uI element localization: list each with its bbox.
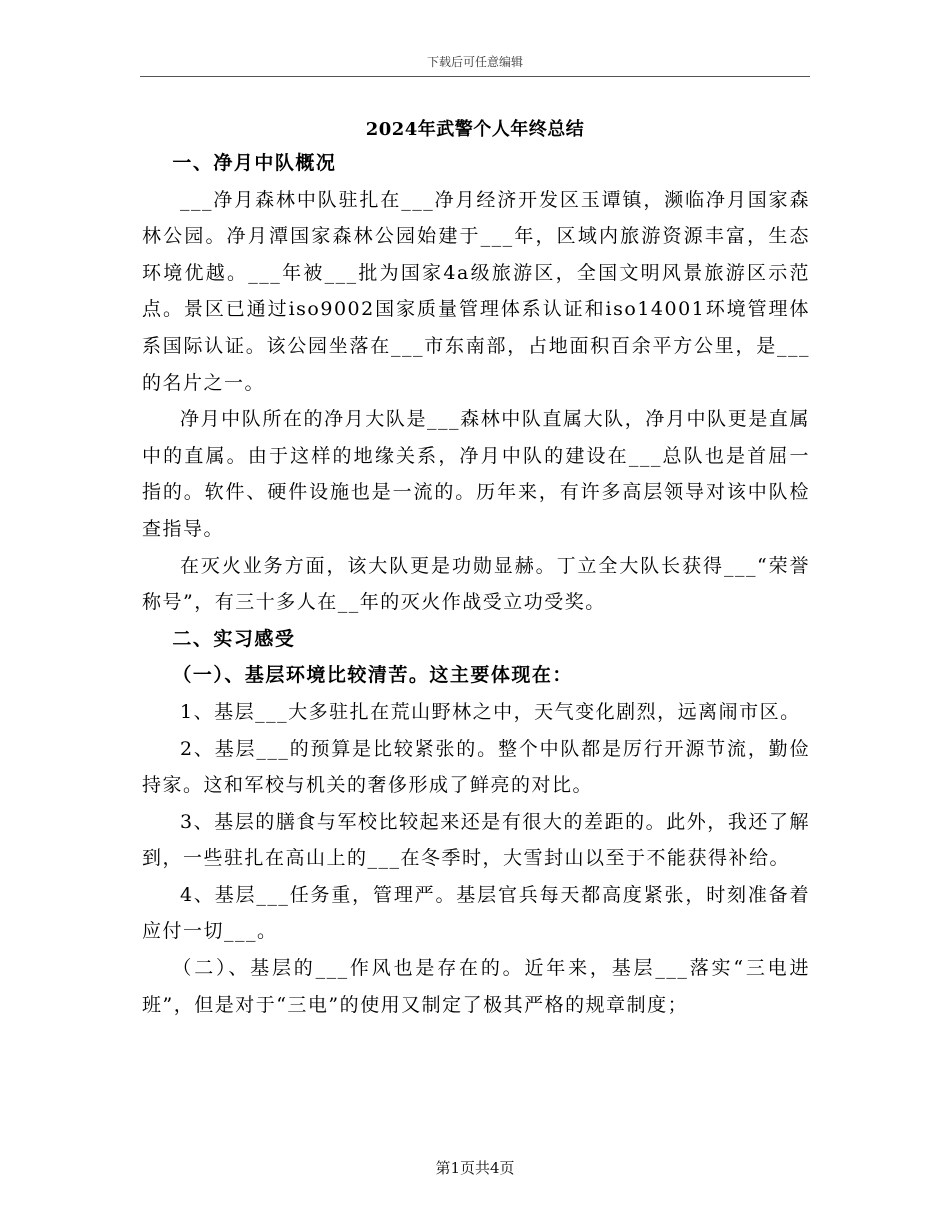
- page-number: 第1页共4页: [435, 1159, 515, 1177]
- paragraph: ___净月森林中队驻扎在___净月经济开发区玉谭镇，濒临净月国家森林公园。净月潭国家森林公园始建于___年，区域内旅游资源丰富，生态环境优越。___年被___批为国家4a级旅游区，全国文明风景旅游区示范点。景区已通过iso9002国家质量管理体系认证和iso14001环境管理体系国际认证。该公园坐落在___市东南部，占地面积百余平方公里，是___的名片之一。: [142, 188, 810, 394]
- list-item: 3、基层的膳食与军校比较起来还是有很大的差距的。此外，我还了解到，一些驻扎在高山上的___在冬季时，大雪封山以至于不能获得补给。: [142, 810, 810, 870]
- paragraph: 净月中队所在的净月大队是___森林中队直属大队，净月中队更是直属中的直属。由于这样的地缘关系，净月中队的建设在___总队也是首屈一指的。软件、硬件设施也是一流的。历年来，有许多高层领导对该中队检查指导。: [142, 408, 810, 540]
- section-heading-overview: 一、净月中队概况: [172, 152, 337, 174]
- paragraph-style: （二）、基层的___作风也是存在的。近年来，基层___落实“三电进班”，但是对于“三电”的使用又制定了极其严格的规章制度；: [142, 957, 810, 1016]
- header-divider: [140, 76, 810, 77]
- list-item: 2、基层___的预算是比较紧张的。整个中队都是厉行开源节流，勤俭持家。这和军校与机关的奢侈形成了鲜亮的对比。: [142, 737, 810, 797]
- document-title: 2024年武警个人年终总结: [365, 119, 585, 140]
- section-heading-internship: 二、实习感受: [172, 627, 296, 650]
- paragraph: 在灭火业务方面，该大队更是功勋显赫。丁立全大队长获得___“荣誉称号”，有三十多人在__年的灭火作战受立功受奖。: [142, 554, 810, 614]
- subheading-environment: （一）、基层环境比较清苦。这主要体现在：: [172, 664, 573, 687]
- header-note: 下载后可任意编辑: [426, 55, 523, 69]
- list-item: 1、基层___大多驻扎在荒山野林之中，天气变化剧烈，远离闹市区。: [180, 700, 801, 723]
- document-body: [142, 145, 810, 1023]
- list-item: 4、基层___任务重，管理严。基层官兵每天都高度紧张，时刻准备着应付一切___。: [142, 883, 810, 943]
